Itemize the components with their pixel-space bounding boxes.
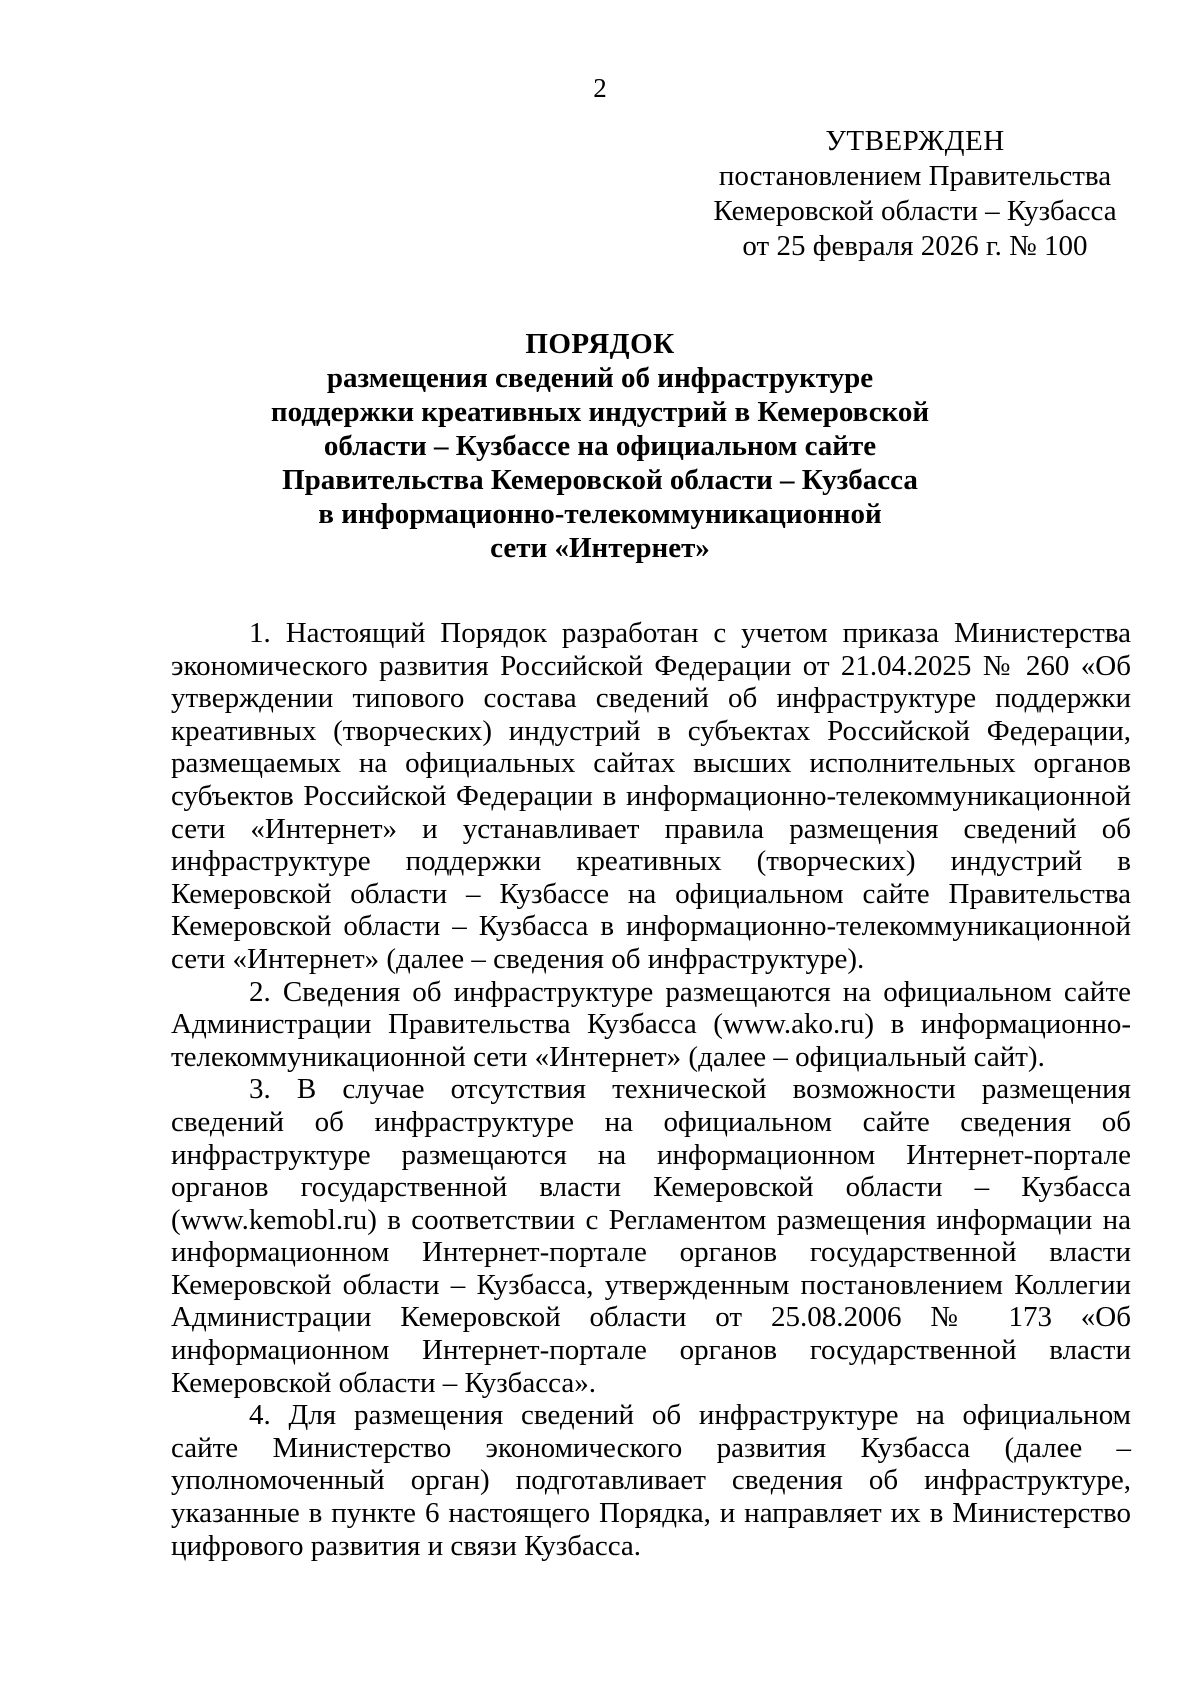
document-title	[0, 327, 1200, 565]
paragraph-1: 1. Настоящий Порядок разработан с учетом приказа Министерства экономического развития Российской Федерации от 21.04.2025 № 260 «Об утверждении типового состава сведений об инфраструктуре поддержки креативных (творческих) индустрий в субъектах Российской Федерации, размещаемых на официальных сайтах высших исполнительных органов субъектов Российской Федерации в информационно-телекоммуникационной сети «Интернет» и устанавливает правила размещения сведений об инфраструктуре поддержки креативных (творческих) индустрий в Кемеровской области – Кузбассе на официальном сайте Правительства Кемеровской области – Кузбасса в информационно-телекоммуникационной сети «Интернет» (далее – сведения об инфраструктуре).	[171, 617, 1131, 975]
document-body	[171, 617, 1131, 1562]
title-line-2: поддержки креативных индустрий в Кемеровской	[270, 396, 930, 428]
title-line-3: области – Кузбассе на официальном сайте	[323, 430, 877, 462]
approval-line-1: постановлением Правительства	[718, 160, 1112, 192]
approval-line-3: от 25 февраля 2026 г. № 100	[742, 230, 1088, 262]
paragraph-3: 3. В случае отсутствия технической возможности размещения сведений об инфраструктуре на официальном сайте сведения об инфраструктуре размещаются на информационном Интернет-портале органов государственной власти Кемеровской области – Кузбасса (www.kemobl.ru) в соответствии с Регламентом размещения информации на информационном Интернет-портале органов государственной власти Кемеровской области – Кузбасса, утвержденным постановлением Коллегии Администрации Кемеровской области от 25.08.2006 № 173 «Об информационном Интернет-портале органов государственной власти Кемеровской области – Кузбасса».	[171, 1073, 1131, 1399]
title-line-1: размещения сведений об инфраструктуре	[326, 362, 874, 394]
title-line-6: сети «Интернет»	[490, 532, 710, 564]
title-heading: ПОРЯДОК	[525, 328, 675, 360]
paragraph-2: 2. Сведения об инфраструктуре размещаются на официальном сайте Администрации Правительства Кузбасса (www.ako.ru) в информационно-телекоммуникационной сети «Интернет» (далее – официальный сайт).	[171, 975, 1131, 1073]
title-line-5: в информационно-телекоммуникационной	[318, 498, 882, 530]
paragraph-4: 4. Для размещения сведений об инфраструктуре на официальном сайте Министерство экономического развития Кузбасса (далее – уполномоченный орган) подготавливает сведения об инфраструктуре, указанные в пункте 6 настоящего Порядка, и направляет их в Министерство цифрового развития и связи Кузбасса.	[171, 1399, 1131, 1562]
page-number: 2	[593, 73, 607, 103]
approval-status: УТВЕРЖДЕН	[825, 125, 1005, 157]
approval-stamp	[700, 124, 1130, 264]
title-line-4: Правительства Кемеровской области – Кузбасса	[282, 464, 918, 496]
approval-line-2: Кемеровской области – Кузбасса	[713, 195, 1117, 227]
